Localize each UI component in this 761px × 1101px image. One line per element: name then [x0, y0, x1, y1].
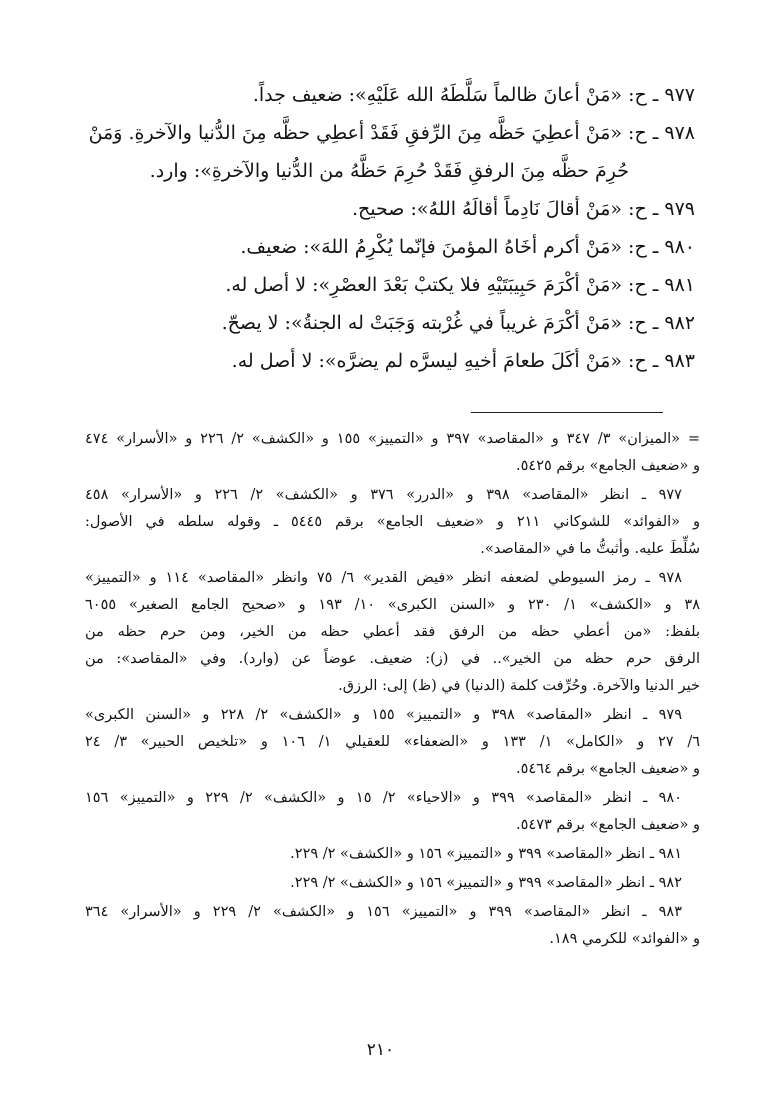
- hadith-entries: [70, 76, 695, 380]
- footnote-978: [85, 565, 700, 700]
- footnote-line: ٩٧٩ ـ انظر «المقاصد» ٣٩٨ و «التمييز» ١٥٥ و «الكشف» ٢/ ٢٢٨ و «السنن الكبرى»: [85, 707, 683, 723]
- entry-line: ٩٨٣ ـ ح: «مَنْ أكَلَ طعامَ أخيهِ ليسرَّه لم يضرَّه»: لا أصل له.: [231, 350, 695, 372]
- entry-line: ٩٨١ ـ ح: «مَنْ أكْرَمَ حَبِيبَتَيْهِ فلا يكتبْ بَعْدَ العصْرِ»: لا أصل له.: [225, 274, 695, 296]
- footnote-982: [85, 870, 700, 897]
- hadith-entry-977: [70, 76, 695, 114]
- hadith-entry-983: [70, 342, 695, 380]
- footnote-line: ٩٧٧ ـ انظر «المقاصد» ٣٩٨ و «الدرر» ٣٧٦ و «الكشف» ٢/ ٢٢٦ و «الأسرار» ٤٥٨: [85, 487, 682, 503]
- footnote-line: خير الدنيا والآخرة. وحُرِّفت كلمة (الدنيا) في (ظ) إلى: الرزق.: [338, 678, 700, 694]
- footnote-line: بلفظ: «من أعطي حظه من الرفق فقد أعطي حظه من الخير، ومن حرم حظه من: [85, 624, 700, 640]
- footnote-line: ٩٧٨ ـ رمز السيوطي لضعفه انظر «فيض القدير» ٦/ ٧٥ وانظر «المقاصد» ١١٤ و «التمييز»: [85, 570, 682, 586]
- page-number: ٢١٠: [366, 1040, 395, 1060]
- footnotes: [85, 426, 700, 955]
- footnote-line: و «الفوائد» للكرمي ١٨٩.: [549, 931, 700, 947]
- entry-line-continued: حُرِمَ حظَّه مِنَ الرفقِ فَقَدْ حُرِمَ حَظَّهُ من الدُّنيا والآخرةِ»: وارد.: [149, 160, 629, 182]
- footnote-line: الرفق حرم حظه من الخير».. في (ز): ضعيف. عوضاً عن (وارد). وفي «المقاصد»: من: [85, 651, 700, 667]
- hadith-entry-982: [70, 304, 695, 342]
- footnote-979: [85, 702, 700, 783]
- footnote-line: ٦/ ٢٧ و «الكامل» ١/ ١٣٣ و «الضعفاء» للعقيلي ١/ ١٠٦ و «تلخيص الحبير» ٣/ ٢٤: [85, 734, 701, 750]
- hadith-entry-978: [70, 114, 695, 190]
- hadith-entry-981: [70, 266, 695, 304]
- entry-line: ٩٧٧ ـ ح: «مَنْ أعانَ ظالماً سَلَّطَهُ الله عَلَيْهِ»: ضعيف جداً.: [252, 84, 695, 106]
- footnote-980: [85, 785, 700, 839]
- entry-line: ٩٨٢ ـ ح: «مَنْ أكْرَمَ غريباً في غُرْبته وَجَبَتْ له الجنةُ»: لا يصحّ.: [221, 312, 695, 334]
- hadith-entry-980: [70, 228, 695, 266]
- footnote-981: [85, 841, 700, 868]
- footnote-line: ٩٨٠ ـ انظر «المقاصد» ٣٩٩ و «الاحياء» ٢/ ١٥ و «الكشف» ٢/ ٢٢٩ و «التمييز» ١٥٦: [85, 790, 682, 806]
- footnote-983: [85, 899, 700, 953]
- footnote-977: [85, 482, 700, 563]
- footnote-line: ٩٨٣ ـ انظر «المقاصد» ٣٩٩ و «التمييز» ١٥٦ و «الكشف» ٢/ ٢٢٩ و «الأسرار» ٣٦٤: [85, 904, 682, 920]
- footnote-line: و «ضعيف الجامع» برقم ٥٤٦٤.: [516, 761, 700, 777]
- footnote-line: و «ضعيف الجامع» برقم ٥٤٢٥.: [516, 458, 700, 474]
- footnote-line: ٣٨ و «الكشف» ١/ ٢٣٠ و «السنن الكبرى» ١٠/ ١٩٣ و «صحيح الجامع الصغير» ٦٠٥٥: [85, 597, 700, 613]
- entry-line: ٩٧٩ ـ ح: «مَنْ أقالَ نَادِماً أقالَهُ اللهُ»: صحيح.: [351, 198, 695, 220]
- hadith-entry-979: [70, 190, 695, 228]
- footnote-separator: [471, 412, 663, 413]
- footnote-line: ٩٨١ ـ انظر «المقاصد» ٣٩٩ و «التمييز» ١٥٦ و «الكشف» ٢/ ٢٢٩.: [290, 846, 682, 862]
- footnote-line: = «الميزان» ٣/ ٣٤٧ و «المقاصد» ٣٩٧ و «التمييز» ١٥٥ و «الكشف» ٢/ ٢٢٦ و «الأسرار» ٤٧٤: [85, 431, 701, 447]
- entry-line: ٩٧٨ ـ ح: «مَنْ أعطِيَ حَظَّه مِنَ الرِّفقِ فَقَدْ أعطِي حظَّه مِنَ الدُّنيا والآخرةِ. وَمَنْ: [88, 122, 695, 144]
- footnote-line: و «الفوائد» للشوكاني ٢١١ و «ضعيف الجامع» برقم ٥٤٤٥ ـ وقوله سلطه في الأصول:: [85, 514, 701, 530]
- footnote-line: و «ضعيف الجامع» برقم ٥٤٧٣.: [516, 817, 700, 833]
- footnote-continued: [85, 426, 700, 480]
- footnote-line: ٩٨٢ ـ انظر «المقاصد» ٣٩٩ و «التمييز» ١٥٦ و «الكشف» ٢/ ٢٢٩.: [290, 875, 682, 891]
- footnote-line: سُلِّطَ عليه. وأثبتُّ ما في «المقاصد».: [480, 541, 700, 557]
- entry-line: ٩٨٠ ـ ح: «مَنْ أكرم أخَاهُ المؤمنَ فإنّما يُكْرِمُ اللهَ»: ضعيف.: [240, 236, 695, 258]
